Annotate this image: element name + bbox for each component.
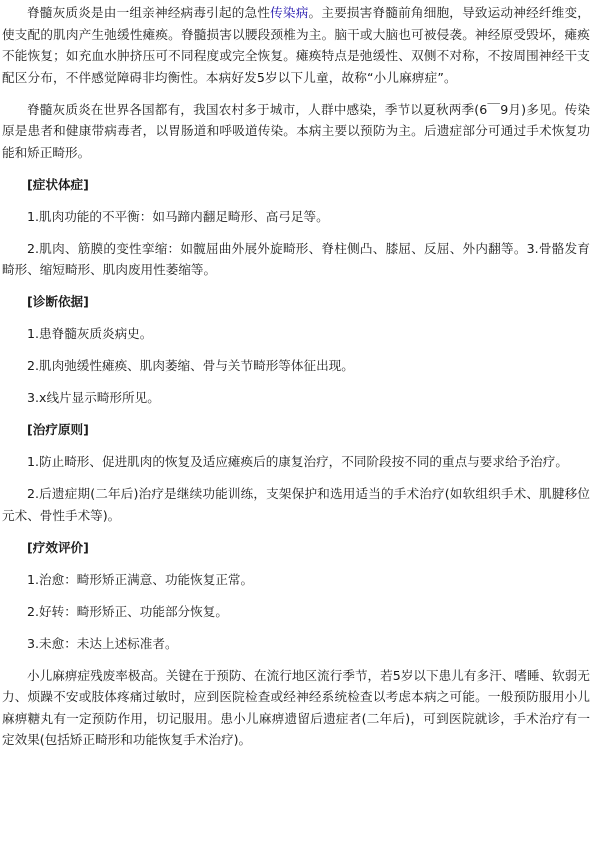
infectious-disease-link[interactable]: 传染病 [270, 5, 309, 20]
list-item: 3.x线片显示畸形所见。 [27, 390, 160, 405]
section-symptoms [2, 174, 590, 281]
list-item: 2.好转：畸形矫正、功能部分恢复。 [27, 603, 228, 619]
list-item: 2.后遗症期(二年后)治疗是继续功能训练，支架保护和选用适当的手术治疗(如软组织手术、肌腱移位元术、骨性手术等)。 [2, 486, 590, 523]
list-item: 1.肌肉功能的不平衡：如马蹄内翻足畸形、高弓足等。 [27, 208, 329, 224]
section-heading: [疗效评价] [27, 539, 89, 555]
section-evaluation [2, 537, 590, 655]
intro-text-after-link: 。主要损害脊髓前角细胞，导致运动神经纤维变，使支配的肌肉产生弛缓性瘫痪。脊髓损害以腰段颈椎为主。脑干或大脑也可被侵袭。神经原受毁坏，瘫痪不能恢复；如充血水肿挤压可不同程度或完全恢复。瘫痪特点是弛缓性、双侧不对称，不按周围神经干支配区分布，不伴感觉障碍非均衡性。本病好发5岁以下儿童，故称“小儿麻痹症”。 [2, 5, 590, 85]
section-heading: [诊断依据] [27, 294, 89, 309]
epidemiology-paragraph: 脊髓灰质炎在世界各国都有，我国农村多于城市，人群中感染，季节以夏秋两季(6￣9月)多见。传染原是患者和健康带病毒者，以胃肠道和呼吸道传染。本病主要以预防为主。后遗症部分可通过手术恢复功能和矫正畸形。 [2, 101, 590, 160]
section-treatment [2, 419, 590, 526]
intro-paragraph [2, 2, 590, 88]
list-item: 1.防止畸形、促进肌肉的恢复及适应瘫痪后的康复治疗，不同阶段按不同的重点与要求给予治疗。 [27, 454, 568, 469]
list-item: 2.肌肉弛缓性瘫痪、肌肉萎缩、骨与关节畸形等体征出现。 [27, 358, 354, 373]
intro-text-before-link: 脊髓灰质炎是由一组亲神经病毒引起的急性 [27, 5, 271, 20]
section-heading: [症状体症] [27, 176, 89, 192]
list-item: 2.肌肉、筋膜的变性挛缩：如髋屈曲外展外旋畸形、脊柱侧凸、膝屈、反屈、外内翻等。3.骨骼发育畸形、缩短畸形、肌肉废用性萎缩等。 [2, 240, 590, 277]
section-heading: [治疗原则] [27, 422, 89, 437]
list-item: 3.未愈：未达上述标准者。 [27, 635, 178, 651]
section-diagnosis [2, 291, 590, 409]
list-item: 1.患脊髓灰质炎病史。 [27, 326, 153, 341]
closing-paragraph: 小儿麻痹症残废率极高。关键在于预防、在流行地区流行季节，若5岁以下患儿有多汗、嗜睡、软弱无力、烦躁不安或肢体疼痛过敏时，应到医院检查或经神经系统检查以考虑本病之可能。一般预防服用小儿麻痹糖丸有一定预防作用，切记服用。患小儿麻痹遗留后遗症者(二年后)，可到医院就诊，手术治疗有一定效果(包括矫正畸形和功能恢复手术治疗)。 [2, 667, 590, 747]
list-item: 1.治愈：畸形矫正满意、功能恢复正常。 [27, 571, 254, 587]
